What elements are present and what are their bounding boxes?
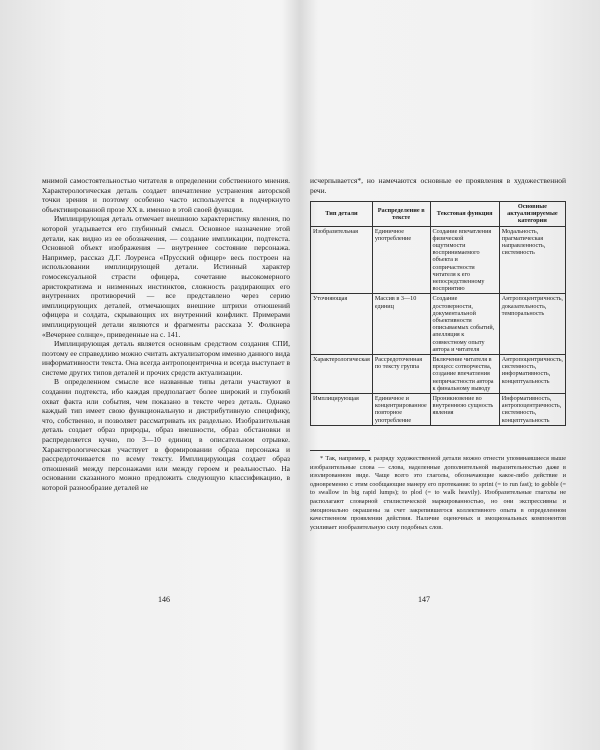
table-cell: Массив в 3—10 единиц: [372, 294, 430, 355]
paragraph: исчерпывается*, но намечаются основные ее проявления в художественной речи.: [310, 176, 566, 195]
table-header: Текстовая функция: [430, 202, 499, 227]
footnote: [310, 455, 566, 532]
table-cell: Единичное употребление: [372, 226, 430, 294]
paragraph: В определенном смысле все названные типы детали участвуют в создании подтекста, ибо каждая предполагает более широкий и глубокий охват факта или события, чем показано в тексте через деталь. Однако каждый тип имеет свою функциональную и дистрибутивную специфику, что, собственно, и позволяет рассматривать их раздельно. Изобразительная деталь создает образ природы, образ внешности, образ обстановки и распределяется кучно, по 3—10 единиц в описательном отрывке. Характерологическая участвует в формировании образа персонажа и рассредоточивается по всему тексту. Имплицирующая создает образ отношений между персонажами или между героем и реальностью. На основании сказанного можно предложить следующую классификацию, в которой разнообразие деталей не: [42, 377, 290, 492]
classification-table: [310, 201, 566, 426]
footnote-divider: [310, 450, 370, 451]
intro-text: [310, 176, 566, 195]
table-cell: Включение читателя в процесс сотворчества, создание впечатления непричастности автора к финальному выводу: [430, 355, 499, 394]
table-header-row: [311, 202, 566, 227]
paragraph: мнимой самостоятельностью читателя в определении собственного мнения. Характерологическая деталь создает впечатление устранения авторской точки зрения и поэтому особенно часто используется в подчеркнуто объективированной прозе XX в. именно в этой своей функции.: [42, 176, 290, 214]
left-page-text: [42, 176, 290, 493]
table-cell: Антропоцентричность, доказательность, темпоральность: [499, 294, 565, 355]
table-cell: Модальность, прагматическая направленность, системность: [499, 226, 565, 294]
table-cell: Создание достоверности, документальной объективности описываемых событий, апелляция к совместному опыту автора и читателя: [430, 294, 499, 355]
table-cell: Имплицирующая: [311, 394, 373, 426]
table-header: Тип детали: [311, 202, 373, 227]
right-page: [300, 0, 600, 750]
table-header: Распределение в тексте: [372, 202, 430, 227]
table-row: [311, 394, 566, 426]
table-row: [311, 226, 566, 294]
table-cell: Уточняющая: [311, 294, 373, 355]
footnote-text: * Так, например, к разряду художественной детали можно отнести упомянавшиеся выше изобразительные слова — слова, наделенные дополнительной выразительностью даже в изолированном виде. Чаще всего это глаголы, обозначающие какое-либо действие и одновременно с этим сообщающие манеру его протекания: to sprint (= to run fast); to gobble (= to swallow in big rapid lumps); to plod (= to walk heavily). Изобразительные глаголы не располагают словарной стилистической маркированностью, но они экспрессивны и эмоционально окрашены за счет закрепившегося коллективного опыта в определенном качественном проявлении действия. Наличие оценочных и эмоциональных компонентов усиливает изобразительную силу подобных слов.: [310, 455, 566, 531]
table-cell: Информативность, антропоцентричность, системность, концептуальность: [499, 394, 565, 426]
paragraph: Имплицирующая деталь отмечает внешнюю характеристику явления, по которой угадывается его глубинный смысл. Основное назначение этой детали, как видно из ее обозначения, — создание импликации, подтекста. Основной объект изображения — внутреннее состояние персонажа. Например, рассказ Д.Г. Лоуренса «Прусский офицер» весь построен на использовании имплицирующей детали. Истинный характер гомосексуальной страсти офицера, сочетание высокомерного аристократизма и низменных инстинктов, сложность раздирающих его внутренних противоречий — все представлено через серию имплицирующих деталей, отмечающих внешние штрихи отношений офицера и солдата, скрывающих их внутренний конфликт. Примерами имплицирующей детали являются и фрагменты рассказа У. Фолкнера «Вечернее солнце», приведенные на с. 141.: [42, 214, 290, 339]
table-row: [311, 355, 566, 394]
table-header: Основные актуализируемые категории: [499, 202, 565, 227]
table-cell: Антропоцентричность, системность, информативность, концептуальность: [499, 355, 565, 394]
table-cell: Изобразительная: [311, 226, 373, 294]
page-number: 147: [418, 595, 430, 604]
table-row: [311, 294, 566, 355]
table-cell: Рассредоточенная по тексту группа: [372, 355, 430, 394]
table-cell: Характерологическая: [311, 355, 373, 394]
table-cell: Проникновение во внутреннюю сущность явления: [430, 394, 499, 426]
table-cell: Единичное и концентрированное повторное употребление: [372, 394, 430, 426]
paragraph: Имплицирующая деталь является основным средством создания СПИ, поэтому ее справедливо можно считать актуализатором именно данного вида информативности текста. Она всегда антропоцентрична и всегда выступает в системе других типов деталей и прочих средств актуализации.: [42, 339, 290, 377]
page-number: 146: [158, 595, 170, 604]
table-cell: Создание впечатления физической ощутимости воспринимаемого объекта и сопричастности читателя к его непосредственному восприятию: [430, 226, 499, 294]
